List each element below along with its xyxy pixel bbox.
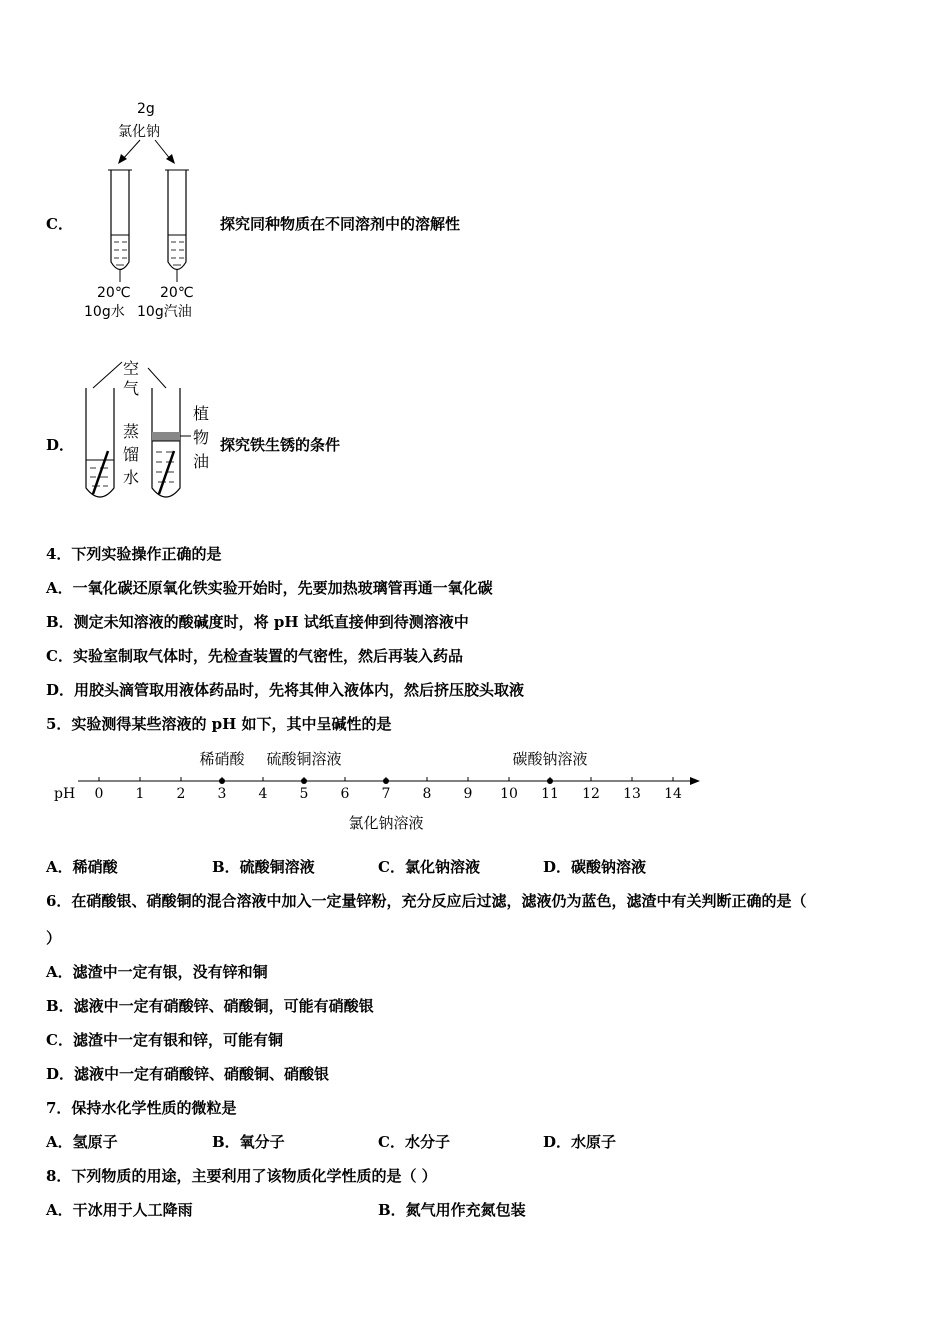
- ph-tick-label: 4: [258, 786, 268, 802]
- fig-c-left-solvent: 10g水: [84, 304, 125, 320]
- option-d-text: 探究铁生锈的条件: [220, 436, 341, 454]
- ph-tick-label: 14: [664, 786, 682, 802]
- ph-tick-label: 0: [94, 786, 104, 802]
- q5-option-d: D．碳酸钠溶液: [543, 858, 647, 876]
- ph-tick-label: 9: [463, 786, 473, 802]
- fig-d-air-1: 空: [123, 359, 140, 378]
- q6-option-d: D．滤液中一定有硝酸锌、硝酸铜、硝酸银: [46, 1065, 330, 1083]
- ph-point-marker: [219, 778, 225, 784]
- q7-option-a: A．氢原子: [46, 1133, 118, 1151]
- fig-c-substance: 氯化钠: [118, 124, 160, 140]
- q6-stem-end: ）: [46, 929, 62, 947]
- q8-stem: 8．下列物质的用途，主要利用了该物质化学性质的是（ ）: [46, 1167, 437, 1185]
- option-c-text: 探究同种物质在不同溶剂中的溶解性: [220, 215, 461, 233]
- q6-option-b: B．滤液中一定有硝酸锌、硝酸铜，可能有硝酸银: [46, 997, 374, 1015]
- ph-tick-label: 5: [299, 786, 309, 802]
- fig-d-oil-2: 物: [193, 428, 210, 447]
- ph-point-label: 碳酸钠溶液: [512, 750, 588, 768]
- q4-option-d: D．用胶头滴管取用液体药品时，先将其伸入液体内，然后挤压胶头取液: [46, 681, 525, 699]
- ph-tick-label: 8: [422, 786, 432, 802]
- q8-option-a: A．干冰用于人工降雨: [46, 1201, 193, 1219]
- ph-tick-label: 6: [340, 786, 350, 802]
- ph-axis-arrow: [690, 777, 700, 785]
- fig-d-water-1: 蒸: [123, 422, 140, 441]
- ph-tick-label: 12: [582, 786, 600, 802]
- ph-axis-label: pH: [54, 786, 76, 802]
- fig-c-right-solvent: 10g汽油: [137, 304, 192, 320]
- ph-tick-label: 1: [135, 786, 145, 802]
- q7-stem: 7．保持水化学性质的微粒是: [46, 1099, 237, 1117]
- fig-c-right-temp: 20℃: [160, 285, 194, 301]
- ph-tick-label: 13: [623, 786, 641, 802]
- ph-tick-label: 7: [381, 786, 391, 802]
- ph-tick-label: 10: [500, 786, 518, 802]
- q6-stem: 6．在硝酸银、硝酸铜的混合溶液中加入一定量锌粉，充分反应后过滤，滤液仍为蓝色，滤渣中有关判断正确的是（: [46, 892, 807, 910]
- option-c-letter: C．: [46, 215, 73, 233]
- q8-option-b: B．氮气用作充氮包装: [378, 1201, 526, 1219]
- ph-tick-label: 11: [541, 786, 559, 802]
- fig-d-oil-3: 油: [193, 452, 210, 471]
- q4-option-a: A．一氧化碳还原氧化铁实验开始时，先要加热玻璃管再通一氧化碳: [46, 579, 493, 597]
- q4-option-b: B．测定未知溶液的酸碱度时，将 pH 试纸直接伸到待测溶液中: [46, 613, 469, 631]
- ph-point-marker: [547, 778, 553, 784]
- fig-c-mass: 2g: [137, 101, 155, 117]
- ph-point-label: 氯化钠溶液: [348, 814, 424, 832]
- q6-option-a: A．滤渣中一定有银，没有锌和铜: [46, 963, 268, 981]
- q5-stem: 5．实验测得某些溶液的 pH 如下，其中呈碱性的是: [46, 715, 392, 733]
- ph-point-label: 稀硝酸: [199, 750, 245, 768]
- option-d-letter: D．: [46, 436, 75, 454]
- ph-tick-label: 2: [176, 786, 186, 802]
- q5-option-c: C．氯化钠溶液: [378, 858, 480, 876]
- ph-point-label: 硫酸铜溶液: [266, 750, 342, 768]
- fig-d-water-2: 馏: [123, 445, 140, 464]
- ph-point-marker: [301, 778, 307, 784]
- fig-d-air-2: 气: [123, 379, 140, 398]
- ph-point-marker: [383, 778, 389, 784]
- q4-option-c: C．实验室制取气体时，先检查装置的气密性，然后再装入药品: [46, 647, 463, 665]
- q5-option-a: A．稀硝酸: [46, 858, 118, 876]
- q4-stem: 4．下列实验操作正确的是: [46, 545, 222, 563]
- q6-option-c: C．滤渣中一定有银和锌，可能有铜: [46, 1031, 283, 1049]
- ph-tick-label: 3: [217, 786, 227, 802]
- fig-d-water-3: 水: [123, 468, 140, 487]
- q7-option-c: C．水分子: [378, 1133, 450, 1151]
- test-tubes-d: [0, 0, 950, 520]
- fig-c-left-temp: 20℃: [97, 285, 131, 301]
- ph-scale: [0, 740, 950, 840]
- q7-option-b: B．氧分子: [212, 1133, 285, 1151]
- fig-d-oil-1: 植: [193, 404, 210, 423]
- q7-option-d: D．水原子: [543, 1133, 617, 1151]
- q5-option-b: B．硫酸铜溶液: [212, 858, 315, 876]
